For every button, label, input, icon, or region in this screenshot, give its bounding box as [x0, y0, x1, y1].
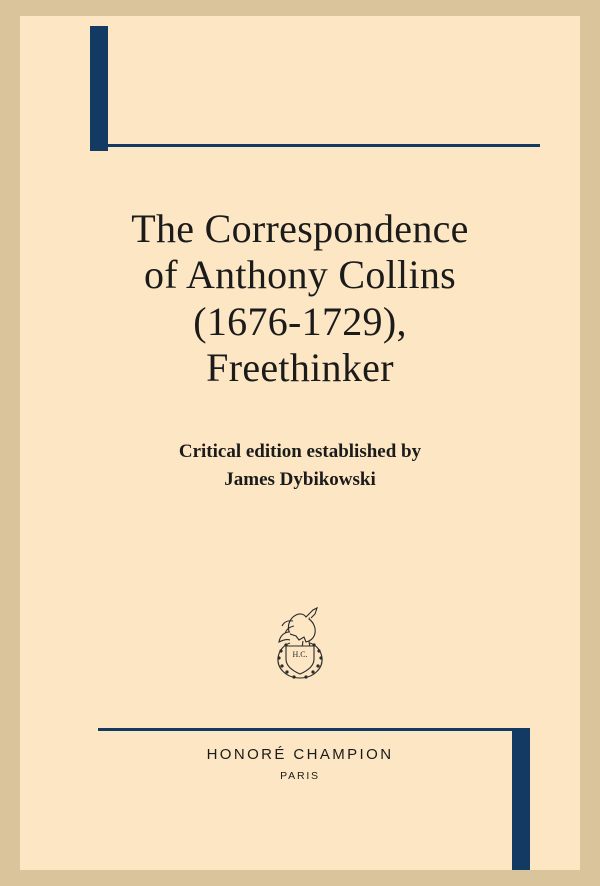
top-horizontal-rule [108, 144, 540, 147]
book-title-line-4: Freethinker [206, 345, 394, 391]
publisher-city: PARIS [280, 770, 320, 782]
title-block [20, 206, 580, 392]
publisher-imprint [20, 746, 580, 782]
publisher-name: HONORÉ CHAMPION [206, 746, 394, 763]
book-title-line-1: The Correspondence [131, 206, 469, 251]
editor-name: James Dybikowski [224, 468, 376, 490]
book-title-line-3: (1676-1729), [193, 298, 407, 344]
rearing-horse-crest-emblem [260, 596, 340, 696]
top-vertical-rule [90, 26, 108, 151]
edition-statement: Critical edition established by [178, 441, 422, 462]
bottom-horizontal-rule [98, 728, 530, 731]
svg-text:H.C.: H.C. [292, 650, 308, 659]
book-title-line-2: of Anthony Collins [143, 252, 457, 298]
cover-page [20, 16, 580, 870]
editor-block [20, 438, 580, 493]
